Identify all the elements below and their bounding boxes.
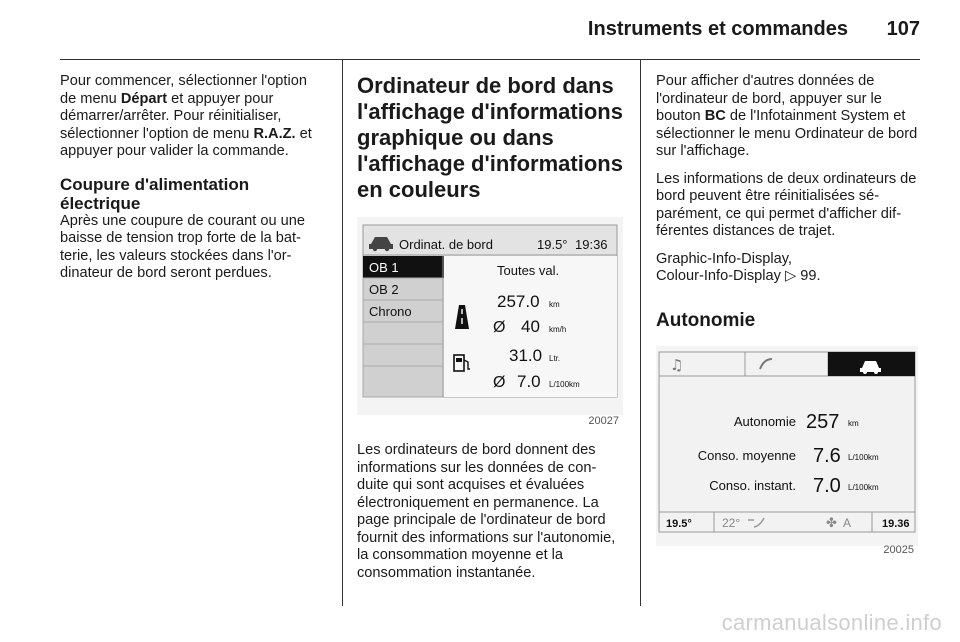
menu-depart: Départ xyxy=(120,90,168,107)
watermark: carmanualsonline.info xyxy=(721,610,942,635)
menu-item-chrono: Chrono xyxy=(369,304,412,319)
display-time: 19:36 xyxy=(575,237,608,252)
bc-button-label: BC xyxy=(704,108,726,124)
bc-paragraph: Pour afficher d'autres données de l'ordinateur de bord, appuyer sur le bouton BC de l'Infotainment System et sélectionner le menu Ordinateur de bord sur l'affichage. xyxy=(656,73,918,159)
average-consumption-label: Conso. moyenne xyxy=(697,447,796,463)
page-reference-icon: ▷ xyxy=(784,268,797,284)
range-label: Autonomie xyxy=(733,413,796,429)
svg-text:Ø: Ø xyxy=(493,374,506,391)
range-figure xyxy=(656,346,918,562)
average-symbol: Ø xyxy=(493,319,506,336)
column-3 xyxy=(656,73,922,562)
music-note-icon: ♫ xyxy=(670,355,684,374)
svg-text:km: km xyxy=(549,300,560,309)
header-rule xyxy=(60,59,920,60)
fan-icon: ✤ xyxy=(826,515,837,531)
instant-consumption-value: 7.0 xyxy=(813,474,841,497)
range-heading: Autonomie xyxy=(656,309,756,331)
chapter-title: Instruments et commandes xyxy=(587,18,848,40)
instant-consumption-label: Conso. instant. xyxy=(709,477,796,493)
page-number: 107 xyxy=(886,18,920,40)
page-header xyxy=(0,0,960,60)
status-auto-mode: A xyxy=(843,515,852,530)
trip-computer-figure xyxy=(357,217,623,432)
svg-text:L/100km: L/100km xyxy=(848,482,879,492)
column-2 xyxy=(357,73,623,592)
display-title: Ordinat. de bord xyxy=(399,237,493,252)
svg-text:OB 1: OB 1 xyxy=(369,260,399,275)
display-temp: 19.5° xyxy=(537,237,568,252)
column-1 xyxy=(60,73,326,293)
section-heading: Ordinateur de bord dans l'affichage d'informations graphique ou dans l'affichage d'informations en couleurs xyxy=(357,73,623,202)
reset-paragraph: Les informations de deux ordinateurs de bord peuvent être réinitialisées séparément, ce qui permet d'afficher différentes distances de trajet. xyxy=(656,170,917,239)
range-value: 257 xyxy=(806,410,840,433)
menu-raz: R.A.Z. xyxy=(253,125,296,142)
average-consumption-value: 7.6 xyxy=(813,444,841,467)
trip-computer-display xyxy=(357,217,623,432)
status-outside-temp: 19.5° xyxy=(666,517,692,530)
display-reference: Graphic-Info-Display, Colour-Info-Display ▷ 99. xyxy=(656,250,821,284)
svg-text:L/100km: L/100km xyxy=(549,380,580,389)
menu-item-ob2: OB 2 xyxy=(369,282,399,297)
range-display xyxy=(656,346,918,562)
figure-number: 20025 xyxy=(883,544,914,556)
average-consumption: 7.0 xyxy=(517,372,541,391)
fuel-used: 31.0 xyxy=(509,346,543,365)
power-cut-paragraph: Après une coupure de courant ou une baisse de tension trop forte de la batterie, les valeurs stockées dans l'ordinateur de bord seront perdues. xyxy=(60,212,306,281)
svg-text:Ltr.: Ltr. xyxy=(549,354,561,363)
svg-text:km: km xyxy=(848,418,859,428)
status-time: 19.36 xyxy=(882,517,910,530)
average-speed: 40 xyxy=(521,317,540,336)
trip-computer-paragraph: Les ordinateurs de bord donnent des informations sur les données de conduite qui sont acquises et évaluées électroniquement en permanence. La page principale de l'ordinateur de bord fournit des informations sur l'autonomie, la consommation moyenne et la consommation instantanée. xyxy=(357,442,616,581)
column-divider-2 xyxy=(640,60,641,606)
total-values-label: Toutes val. xyxy=(497,263,560,278)
trip-distance: 257.0 xyxy=(497,292,540,311)
svg-text:L/100km: L/100km xyxy=(848,452,879,462)
power-cut-heading: Coupure d'alimentation électrique xyxy=(60,174,250,213)
intro-paragraph: Pour commencer, sélectionner l'option de menu Départ et appuyer pour démarrer/arrêter. Pour réinitialiser, sélectionner l'option de menu R.A.Z. et appuyer pour valider la commande. xyxy=(60,73,312,159)
svg-text:km/h: km/h xyxy=(549,325,567,334)
figure-number: 20027 xyxy=(588,414,619,427)
status-set-temp: 22° xyxy=(722,515,741,530)
column-divider-1 xyxy=(342,60,343,606)
